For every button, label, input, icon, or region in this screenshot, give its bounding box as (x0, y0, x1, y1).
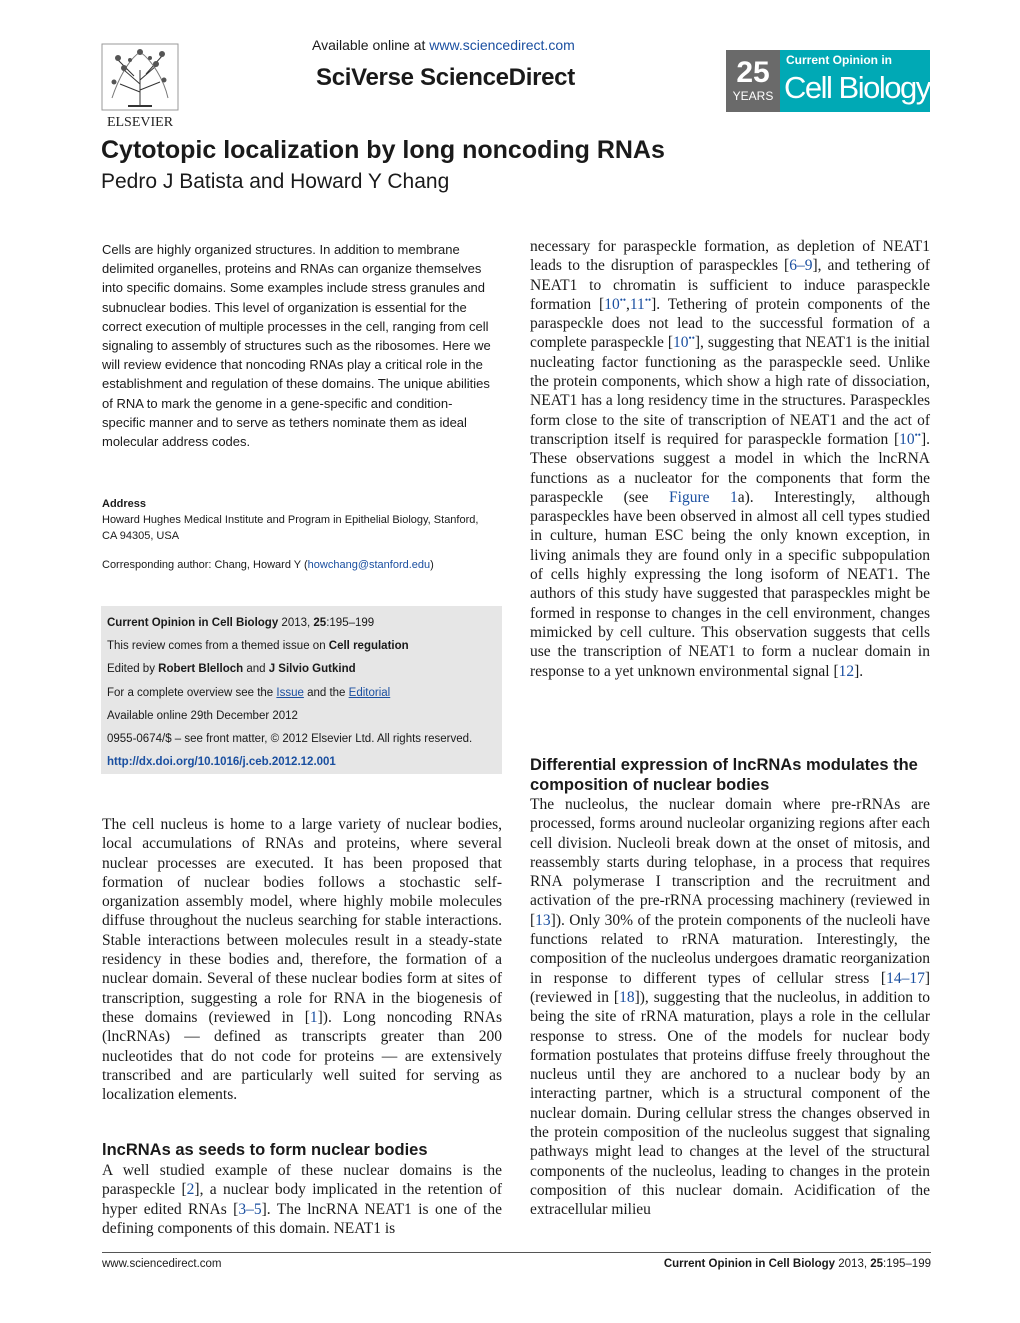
ref-importance-dots: •• (688, 333, 695, 344)
available-online: Available online at www.sciencedirect.com (312, 37, 575, 53)
issue-link[interactable]: Issue (276, 686, 304, 699)
ref-link[interactable]: 14–17 (886, 969, 925, 987)
address-text: Howard Hughes Medical Institute and Program in Epithelial Biology, Stanford, CA 94305, USA (102, 514, 479, 542)
info-theme: This review comes from a themed issue on Cell regulation (107, 640, 409, 653)
section-heading-seeds: lncRNAs as seeds to form nuclear bodies (102, 1141, 428, 1159)
journal-logo-line2: Cell Biology (784, 70, 930, 105)
col2-paragraph-1: necessary for paraspeckle formation, as depletion of NEAT1 leads to the disruption of paraspeckles [6–9], and tethering of NEAT1 to chromatin is sufficient to induce paraspeckle formation [10••,11••]. Tethering of protein components of the paraspeckle does not lead to the successful formation of a complete paraspeckle [10••], suggesting that NEAT1 is the initial nucleating factor functioning as the paraspeckle seed. Unlike the protein components, which show a high rate of dissociation, NEAT1 has a long residency time in the structures. Paraspeckles form close to the site of transcription of NEAT1 and the act of transcription itself is required for paraspeckle formation [10••]. These observations suggest a model in which the lncRNA functions as a nucleator for the components that form the paraspeckle (see Figure 1a). Interestingly, although paraspeckles have been observed in almost all cell types studied in culture, human ESC being the only known exception, in living animals they are found only in a specific subpopulation of cells highly expressing the long isoform of NEAT1. The authors of this study have suggested that paraspeckles might be formed in response to changes in the cell environment, changes mimicked by cell culture. This observation suggests that cells use the transcription of NEAT1 to form a nuclear domain in response to a yet unknown environmental signal [12]. (530, 238, 931, 680)
footer-divider (102, 1252, 931, 1253)
doi-link[interactable]: http://dx.doi.org/10.1016/j.ceb.2012.12.001 (107, 756, 336, 769)
years-label: YEARS (732, 89, 774, 103)
figure-link[interactable]: Figure 1 (669, 488, 738, 506)
ref-importance-dots: •• (914, 429, 921, 440)
info-available-online: Available online 29th December 2012 (107, 709, 298, 722)
info-editors: Edited by Robert Blelloch and J Silvio Gutkind (107, 663, 356, 676)
publisher-name: ELSEVIER (106, 115, 174, 130)
ref-link[interactable]: 6–9 (789, 257, 813, 275)
article-info-box (101, 606, 502, 774)
abstract: Cells are highly organized structures. In addition to membrane delimited organelles, proteins and RNAs can organize themselves into specific domains. Some examples include stress granules and subnuclear bodies. This level of organization is essential for the correct execution of multiple processes in the cell, ranging from cell signaling to assembly of structures such as the ribosomes. Here we will review evidence that noncoding RNAs play a critical role in the establishment and regulation of these domains. The unique abilities of RNA to mark the genome in a gene-specific and condition-specific manner and to serve as tethers nominate them as ideal molecular address codes. (102, 242, 491, 450)
corresponding-author: Corresponding author: Chang, Howard Y (howchang@stanford.edu) (102, 559, 434, 571)
info-journal-citation: Current Opinion in Cell Biology 2013, 25:195–199 (107, 617, 375, 629)
ref-link[interactable]: 10 (899, 430, 915, 448)
ref-link[interactable]: 10 (673, 334, 689, 352)
editorial-link[interactable]: Editorial (348, 686, 391, 699)
ref-link[interactable]: 3–5 (238, 1200, 262, 1218)
article-authors: Pedro J Batista and Howard Y Chang (101, 170, 450, 193)
journal-logo-line1: Current Opinion in (786, 53, 892, 67)
ref-link[interactable]: 11 (629, 295, 645, 313)
footer-website: www.sciencedirect.com (102, 1258, 222, 1270)
info-copyright: 0955-0674/$ – see front matter, © 2012 Elsevier Ltd. All rights reserved. (107, 732, 473, 745)
info-overview: For a complete overview see the Issue and the Editorial (107, 686, 391, 699)
sciencedirect-link[interactable]: www.sciencedirect.com (429, 37, 575, 53)
address-label: Address (102, 498, 147, 510)
ref-importance-dots: •• (619, 294, 626, 305)
ref-importance-dots: •• (644, 294, 652, 305)
ref-link[interactable]: 12 (838, 662, 855, 680)
journal-logo (726, 50, 930, 112)
article-title: Cytotopic localization by long noncoding RNAs (101, 136, 665, 164)
section-heading-differential-expression: Differential expression of lncRNAs modulates the composition of nuclear bodies (530, 756, 918, 794)
info-doi (107, 751, 496, 774)
ref-link[interactable]: 1 (309, 1008, 318, 1026)
col1-paragraph-1: The cell nucleus is home to a large variety of nuclear bodies, local accumulations of RNAs and proteins, where several nuclear processes are executed. It has been proposed that formation of nuclear bodies follows a stochastic self-organization assembly model, where highly mobile molecules diffuse throughout the nucleus searching for stable interactions. Stable interactions between molecules result in a steady-state residency in these bodies and, therefore, the formation of a nuclear domain. Several of these nuclear bodies form at sites of transcription, suggesting a role for RNA in the biogenesis of these domains (reviewed in [1]). Long noncoding RNAs (lncRNAs) — defined as transcripts greater than 200 nucleotides that do not code for proteins — are extensively transcribed and are particularly well suited for serving as localization elements. (102, 816, 502, 1104)
col1-paragraph-2: A well studied example of these nuclear domains is the paraspeckle [2], a nuclear body implicated in the retention of hyper edited RNAs [3–5]. The lncRNA NEAT1 is one of the defining components of this domain. NEAT1 is (102, 1162, 502, 1237)
ref-link[interactable]: 10 (604, 295, 620, 313)
address-block (102, 496, 494, 544)
ref-link[interactable]: 18 (619, 988, 635, 1006)
footer-citation: Current Opinion in Cell Biology 2013, 25:195–199 (663, 1258, 931, 1270)
platform-name: SciVerse ScienceDirect (316, 64, 575, 91)
col2-paragraph-2: The nucleolus, the nuclear domain where pre-rRNAs are processed, forms around nucleolar organizing regions after each cell division. Nucleoli break down at the onset of mitosis, and reassembly starts during telophase, in a process that requires RNA polymerase I transcription and the recruitment and activation of the pre-rRNA processing machinery (reviewed in [13]). Only 30% of the protein components of the nucleoli have functions related to rRNA maturation. Interestingly, the composition of the nucleolus undergoes dramatic reorganization in response to different types of cellular stress [14–17] (reviewed in [18]), suggesting that the nucleolus, in addition to being the site of rRNA maturation, plays a role in the cellular response to stress. One of the models for nuclear body formation postulates that proteins diffuse freely throughout the nucleus until they are anchored to a nuclear body by an interacting partner, which is a structural component of the nuclear domain. During cellular stress the changes observed in the protein composition of the nucleolus suggest that signaling pathways might lead to changes at the level of the structural components of the nucleolus, leading to changes in the protein composition of this nuclear domain. Acidification of the extracellular milieu (530, 796, 930, 1219)
ref-link[interactable]: 13 (535, 911, 551, 929)
author-email-link[interactable]: howchang@stanford.edu (307, 559, 431, 571)
ref-link[interactable]: 2 (186, 1181, 195, 1199)
elsevier-tree-logo (98, 40, 182, 130)
years-number: 25 (736, 56, 770, 89)
